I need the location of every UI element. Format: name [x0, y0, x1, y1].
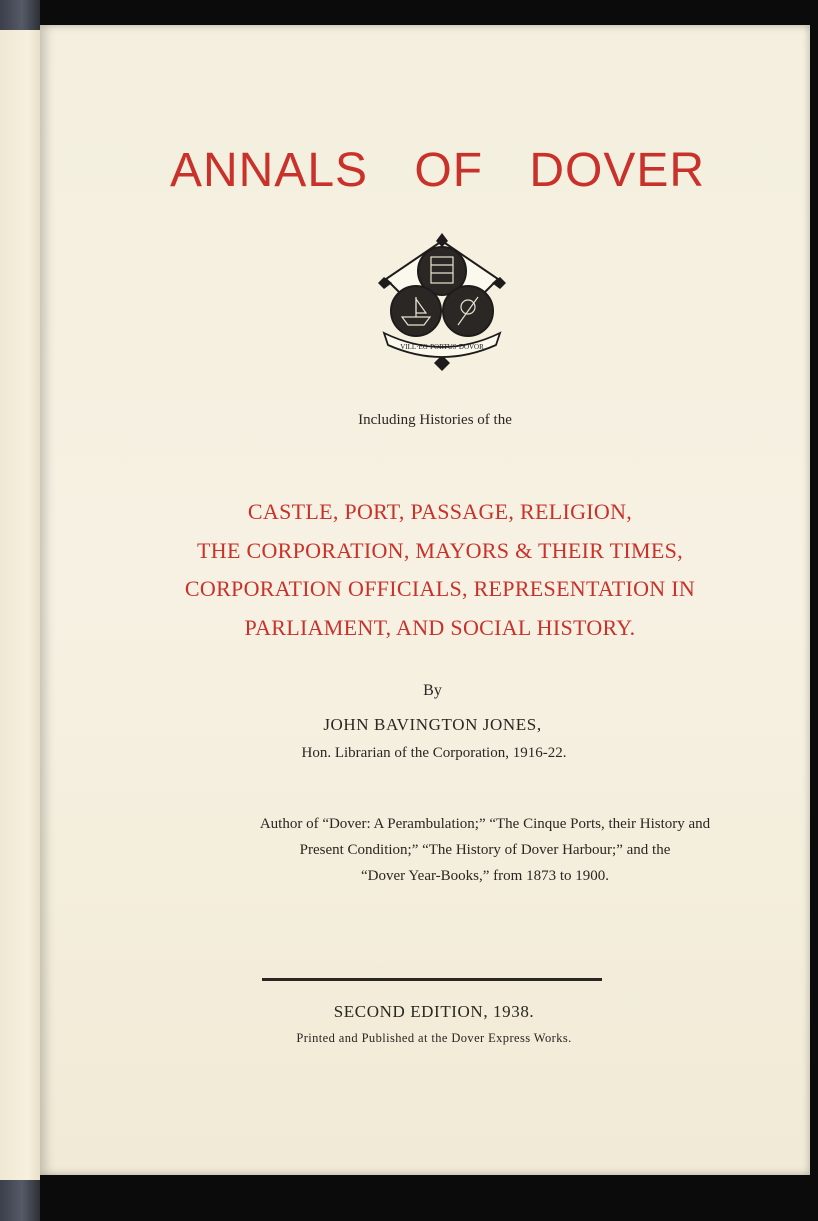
subject-line: PARLIAMENT, AND SOCIAL HISTORY. [244, 614, 636, 640]
dover-seal-icon [378, 233, 506, 373]
works-line: “Dover Year-Books,” from 1873 to 1900. [361, 868, 609, 884]
author-name: JOHN BAVINGTON JONES, [323, 715, 542, 734]
publisher-line: Printed and Published at the Dover Express Works. [296, 1031, 572, 1045]
divider-rule [262, 978, 602, 981]
intro-line: Including Histories of the [358, 412, 512, 428]
by-line: By [423, 682, 442, 699]
works-line: Present Condition;” “The History of Dover Harbour;” and the [299, 842, 671, 858]
edition-line: SECOND EDITION, 1938. [333, 1002, 535, 1021]
subject-line: CASTLE, PORT, PASSAGE, RELIGION, [247, 499, 633, 524]
works-line: Author of “Dover: A Perambulation;” “The Cinque Ports, their History and [259, 816, 711, 832]
title-page [40, 25, 810, 1175]
page-title: ANNALS OF DOVER [169, 144, 706, 197]
subject-line: THE CORPORATION, MAYORS & THEIR TIMES, [197, 537, 683, 563]
book-spine [0, 0, 40, 1221]
subject-line: CORPORATION OFFICIALS, REPRESENTATION IN [184, 576, 696, 601]
subjects-block [130, 493, 750, 647]
other-works [130, 811, 818, 889]
spine-page-edge [0, 30, 40, 1180]
seal-motto: VILL·EG·PORTUS·DOVOR [400, 343, 484, 351]
author-role: Hon. Librarian of the Corporation, 1916-22. [301, 745, 567, 761]
